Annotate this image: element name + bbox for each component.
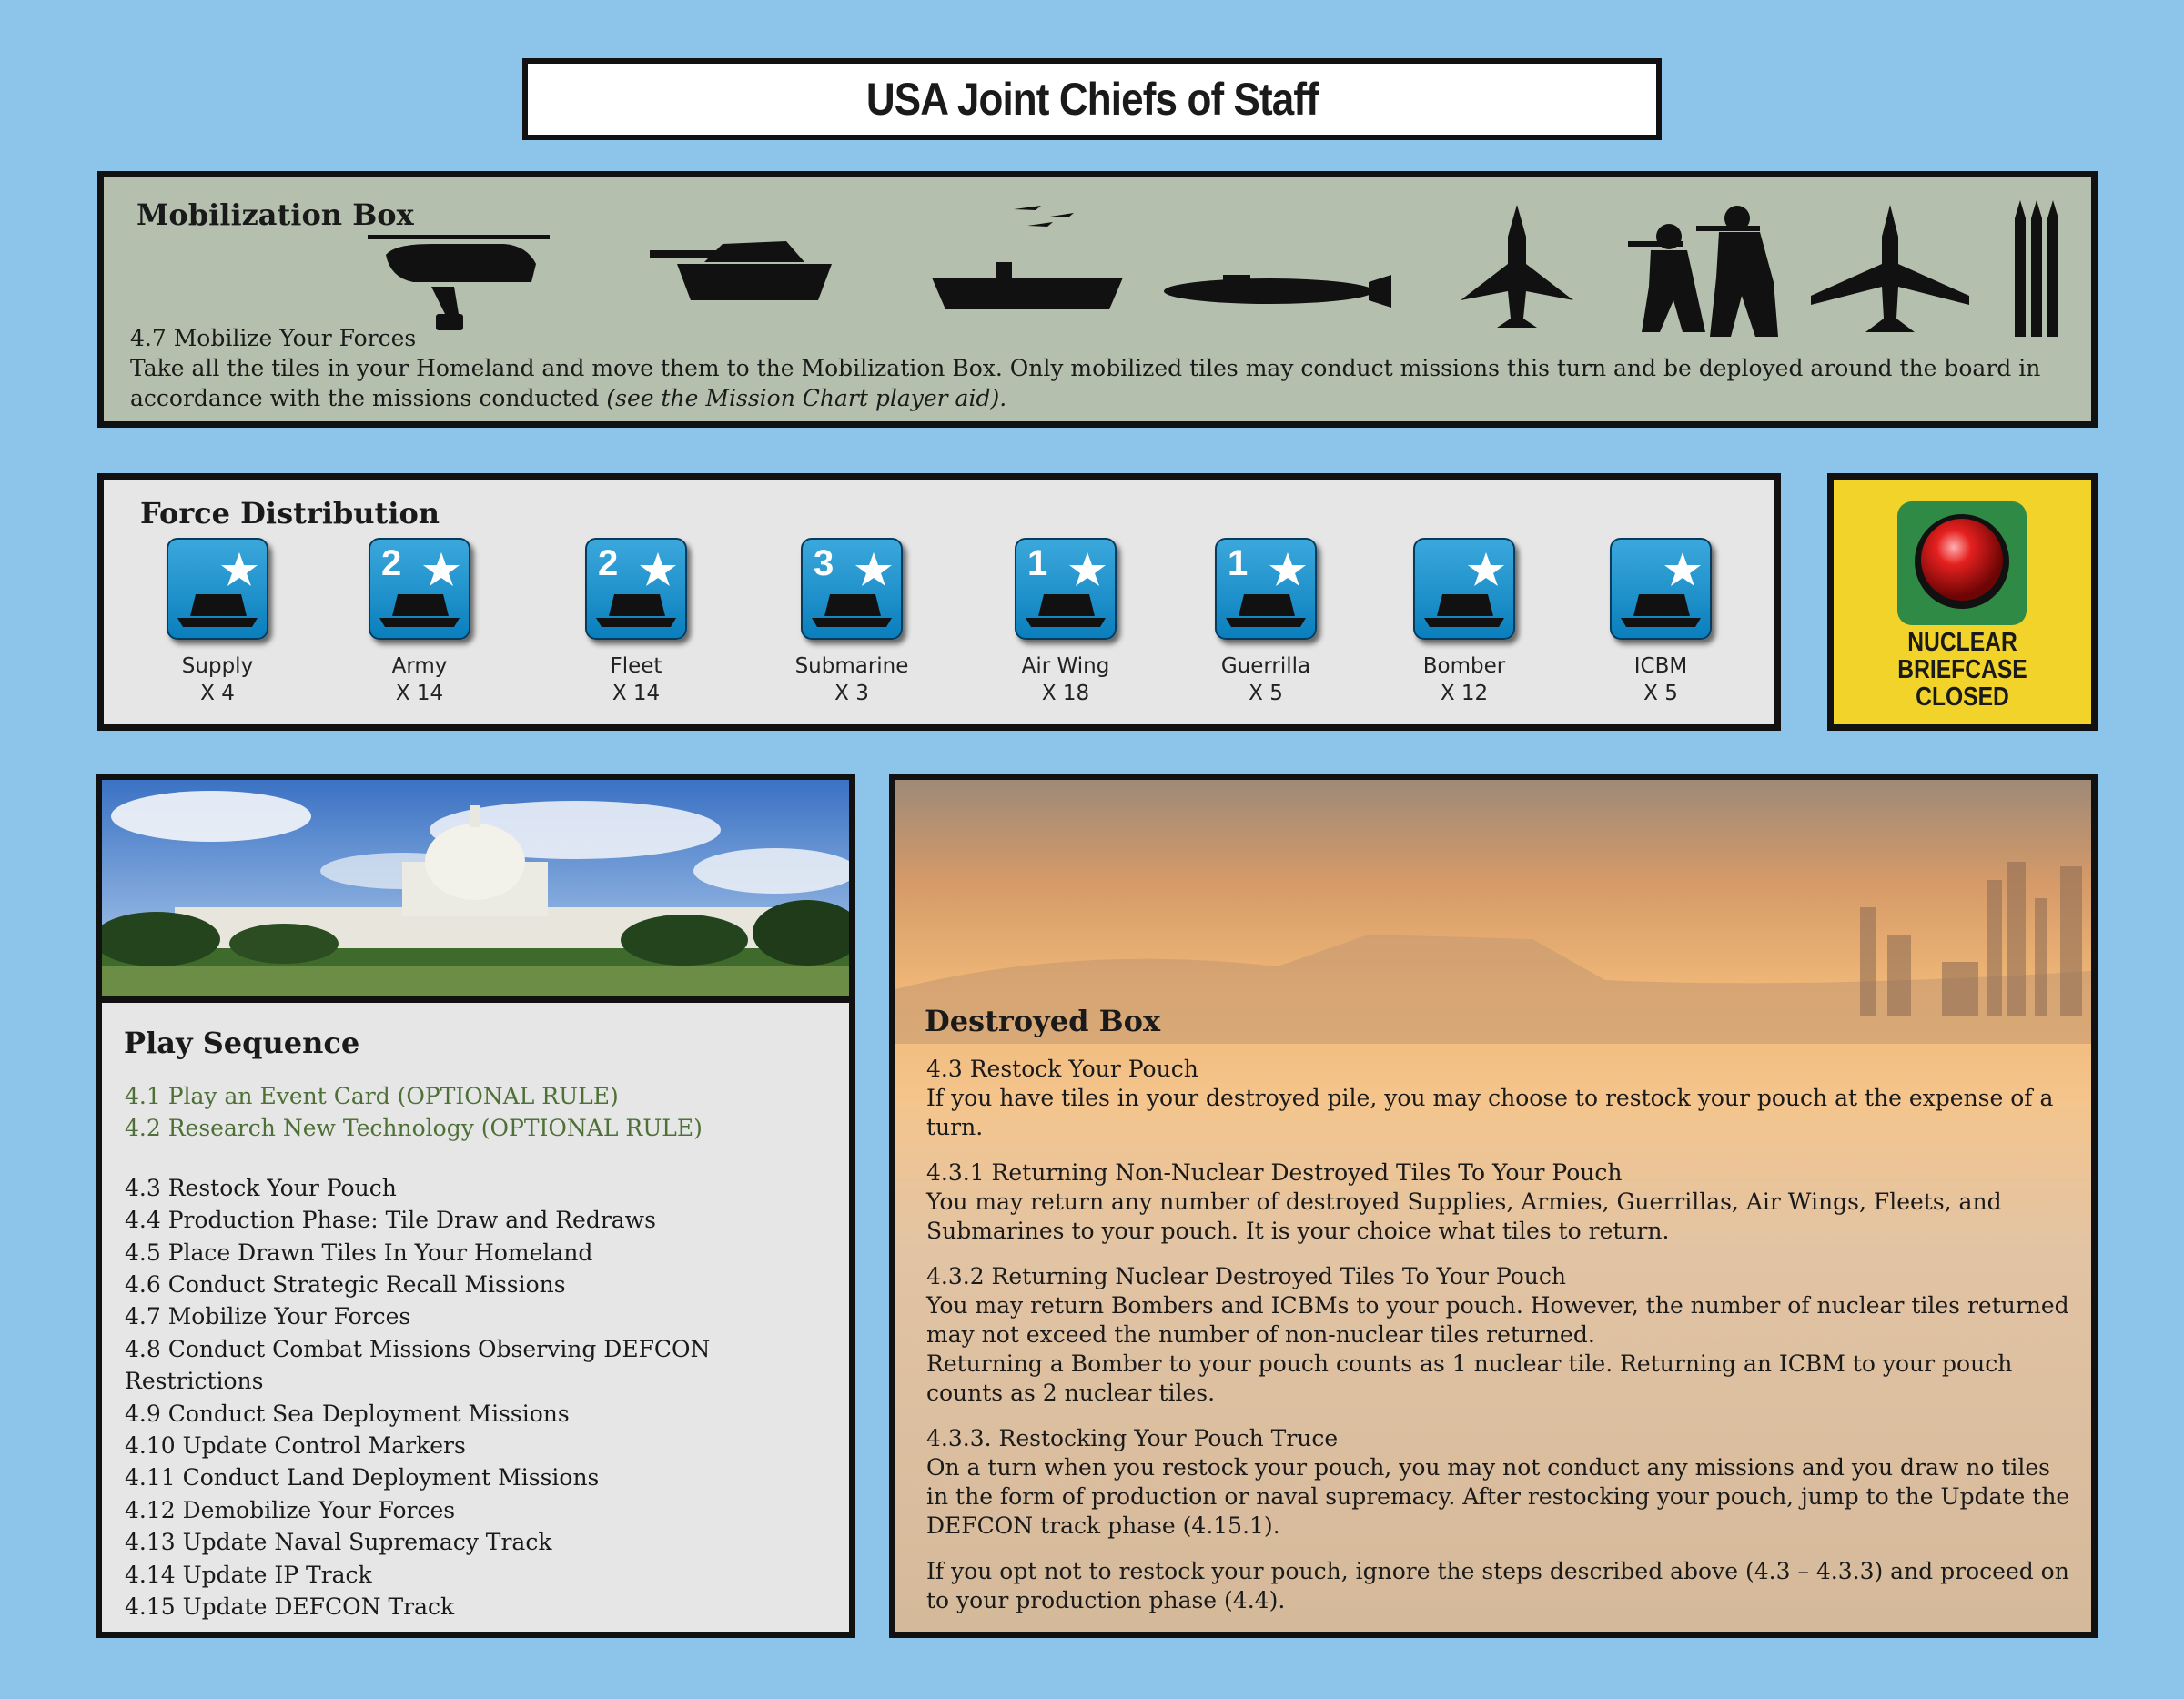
- mobilization-silhouettes: [359, 200, 2069, 337]
- capitol-photo: [102, 780, 849, 1003]
- tile-count: X 12: [1440, 682, 1489, 705]
- mobilization-rule: [130, 323, 2068, 413]
- tile-name: Supply: [181, 654, 254, 678]
- destroyed-rule-paragraph: [926, 1557, 2073, 1615]
- mobilization-box[interactable]: [97, 171, 2098, 428]
- destroyed-rules: [926, 1055, 2073, 1632]
- optional-step: 4.1 Play an Event Card (OPTIONAL RULE): [125, 1083, 619, 1109]
- play-sequence-list: [125, 1080, 844, 1623]
- destroyed-rule-text: You may return any number of destroyed Supplies, Armies, Guerrillas, Air Wings, Fleets, and Submarines to your pouch. It is your choice what tiles to return.: [926, 1188, 2002, 1244]
- sequence-step: 4.12 Demobilize Your Forces: [125, 1496, 456, 1523]
- tile-name: ICBM: [1633, 654, 1688, 678]
- bomber-icon: [1811, 205, 1969, 332]
- nuclear-button[interactable]: [1897, 501, 2027, 625]
- bomber-tile-icon: [1413, 538, 1515, 640]
- sequence-step: 4.10 Update Control Markers: [125, 1432, 466, 1460]
- guerrilla-tile-icon: [1215, 538, 1317, 640]
- destroyed-rule-paragraph: [926, 1424, 2073, 1541]
- sequence-step: 4.14 Update IP Track: [125, 1561, 372, 1588]
- force-tile-guerrilla[interactable]: [1161, 538, 1370, 707]
- submarine-tile-icon: [801, 538, 903, 640]
- tile-count: X 5: [1643, 682, 1678, 705]
- force-tile-air-wing[interactable]: [961, 538, 1170, 707]
- submarine-icon: [1164, 275, 1391, 308]
- icbm-tile-icon: [1610, 538, 1712, 640]
- mobilization-rule-body: [130, 353, 2068, 413]
- tile-count: X 5: [1249, 682, 1283, 705]
- soldiers-icon: [1628, 206, 1778, 337]
- tile-count: X 18: [1041, 682, 1090, 705]
- tile-strength: 1: [1027, 543, 1048, 583]
- tile-name: Bomber: [1422, 654, 1506, 678]
- force-tile-bomber[interactable]: [1360, 538, 1569, 707]
- missiles-icon: [2015, 200, 2058, 337]
- force-tile-icbm[interactable]: [1556, 538, 1765, 707]
- force-tile-fleet[interactable]: [531, 538, 741, 707]
- army-tile-icon: [369, 538, 470, 640]
- tile-count: X 14: [395, 682, 444, 705]
- sequence-step: 4.5 Place Drawn Tiles In Your Homeland: [125, 1239, 593, 1266]
- spacer: [125, 1145, 844, 1172]
- tile-name: Army: [391, 654, 448, 678]
- tile-name: Submarine: [794, 654, 909, 678]
- force-distribution-heading: Force Distribution: [140, 496, 440, 531]
- mobilization-rule-title: 4.7 Mobilize Your Forces: [130, 325, 417, 351]
- tile-count: X 3: [834, 682, 869, 705]
- tile-strength: 1: [1228, 543, 1249, 583]
- destroyed-rule-text: If you have tiles in your destroyed pile, you may choose to restock your pouch at the expense of a turn.: [926, 1085, 2054, 1140]
- mobilization-heading: Mobilization Box: [136, 197, 414, 232]
- destroyed-rule-title: 4.3.1 Returning Non-Nuclear Destroyed Tiles To Your Pouch: [926, 1159, 1623, 1186]
- board-title-box: [522, 58, 1662, 140]
- helicopter-icon: [368, 235, 550, 330]
- destroyed-rule-title: 4.3.2 Returning Nuclear Destroyed Tiles To Your Pouch: [926, 1263, 1566, 1289]
- destroyed-rule-text: If you opt not to restock your pouch, ignore the steps described above (4.3 – 4.3.3) and proceed on to your production phase (4.4).: [926, 1558, 2069, 1613]
- board-title: USA Joint Chiefs of Staff: [865, 74, 1319, 125]
- destroyed-heading: Destroyed Box: [925, 1004, 1161, 1038]
- mobilization-rule-text: Take all the tiles in your Homeland and move them to the Mobilization Box. Only mobilized tiles may conduct missions this turn and be deployed around the board in accordance with the missions conducted: [130, 355, 2041, 411]
- destroyed-rule-text: You may return Bombers and ICBMs to your pouch. However, the number of nuclear tiles returned may not exceed the number of non-nuclear tiles returned.: [926, 1292, 2069, 1348]
- destroyed-rule-title: 4.3.3. Restocking Your Pouch Truce: [926, 1425, 1339, 1451]
- tile-strength: 2: [598, 543, 619, 583]
- sequence-step: 4.6 Conduct Strategic Recall Missions: [125, 1271, 566, 1299]
- force-tile-submarine[interactable]: [747, 538, 956, 707]
- tile-strength: 3: [814, 543, 834, 583]
- force-tile-army[interactable]: [315, 538, 524, 707]
- destroyed-rule-paragraph: [926, 1158, 2073, 1246]
- optional-step: 4.2 Research New Technology (OPTIONAL RULE): [125, 1115, 703, 1142]
- force-distribution-box: [97, 473, 1781, 731]
- jet-icon: [1461, 205, 1573, 328]
- tile-name: Air Wing: [1021, 654, 1110, 678]
- nuclear-status: [1853, 629, 2072, 711]
- fleet-tile-icon: [585, 538, 687, 640]
- destroyed-rule-paragraph: [926, 1262, 2073, 1408]
- air-wing-tile-icon: [1015, 538, 1117, 640]
- sequence-step: 4.15 Update DEFCON Track: [125, 1593, 455, 1621]
- force-tile-supply[interactable]: [113, 538, 322, 707]
- tile-count: X 14: [612, 682, 661, 705]
- sequence-step: 4.4 Production Phase: Tile Draw and Redraws: [125, 1207, 656, 1234]
- play-sequence-heading: Play Sequence: [124, 1026, 360, 1060]
- nuclear-status-line1: NUCLEAR: [1907, 628, 2017, 657]
- tile-name: Guerrilla: [1220, 654, 1311, 678]
- tank-icon: [650, 241, 832, 300]
- nuclear-briefcase[interactable]: [1827, 473, 2098, 731]
- red-button-icon: [1897, 501, 2027, 625]
- destroyed-rule-title: 4.3 Restock Your Pouch: [926, 1056, 1198, 1082]
- carrier-icon: [932, 206, 1123, 309]
- destroyed-rule-paragraph: [926, 1055, 2073, 1142]
- nuclear-status-line3: CLOSED: [1916, 683, 2009, 712]
- tile-name: Fleet: [610, 654, 662, 678]
- supply-tile-icon: [167, 538, 268, 640]
- sequence-step: 4.11 Conduct Land Deployment Missions: [125, 1464, 600, 1492]
- nuclear-status-line2: BRIEFCASE: [1897, 655, 2027, 684]
- mobilization-rule-note: (see the Mission Chart player aid).: [606, 385, 1007, 411]
- destroyed-rule-text: On a turn when you restock your pouch, you may not conduct any missions and you draw no tiles in the form of production or naval supremacy. After restocking your pouch, jump to the Update the DEFCON track phase (4.15.1).: [926, 1454, 2070, 1539]
- sequence-step: 4.7 Mobilize Your Forces: [125, 1303, 411, 1330]
- tile-count: X 4: [200, 682, 235, 705]
- tile-strength: 2: [381, 543, 402, 583]
- sequence-step: 4.9 Conduct Sea Deployment Missions: [125, 1400, 570, 1427]
- sequence-step: 4.3 Restock Your Pouch: [125, 1174, 397, 1201]
- sequence-step: 4.8 Conduct Combat Missions Observing DEFCON Restrictions: [125, 1335, 711, 1395]
- destroyed-rule-text: Returning a Bomber to your pouch counts as 1 nuclear tile. Returning an ICBM to your pouch counts as 2 nuclear tiles.: [926, 1350, 2013, 1406]
- destroyed-box[interactable]: [889, 774, 2098, 1638]
- play-sequence-box: [96, 774, 855, 1638]
- sequence-step: 4.13 Update Naval Supremacy Track: [125, 1529, 552, 1556]
